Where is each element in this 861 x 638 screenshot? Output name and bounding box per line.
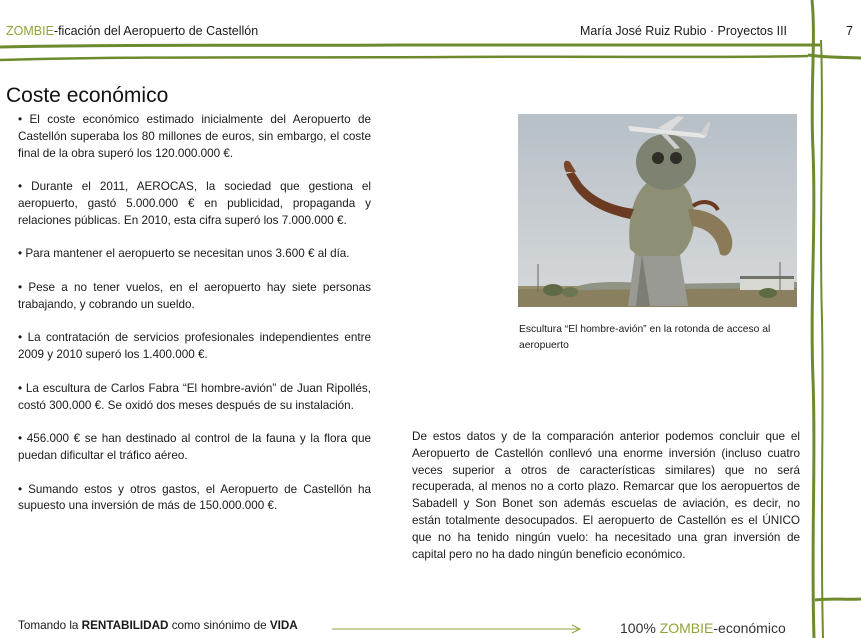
author-line: María José Ruiz Rubio · Proyectos III: [580, 24, 788, 38]
footer-zombie-label: [620, 620, 786, 636]
bullet-item: • Para mantener el aeropuerto se necesitan unos 3.600 € al día.: [18, 247, 350, 261]
bullet-item: • El coste económico estimado inicialmente del Aeropuerto de Castellón superaba los 80 millones de euros, sin embargo, el coste final de la obra superó los 120.000.000 €.: [18, 113, 371, 160]
bullet-item: • Pese a no tener vuelos, en el aeropuerto hay siete personas trabajando, y cobrando un sueldo.: [18, 280, 371, 311]
bullet-item: • La contratación de servicios profesionales independientes entre 2009 y 2010 superó los 1.400.000 €.: [18, 331, 371, 362]
arrow-right-icon: [332, 624, 584, 634]
title-accent: ZOMBIE: [6, 24, 54, 38]
section-title: Coste económico: [6, 84, 169, 107]
bullet-item: • Durante el 2011, AEROCAS, la sociedad que gestiona el aeropuerto, gastó 5.000.000 € en publicidad, propaganda y relaciones públicas. En 2010, esta cifra superó los 7.000.000 €.: [18, 180, 371, 227]
sculpture-photo: [518, 114, 797, 307]
page-number: 7: [846, 24, 853, 38]
footer-right-post: -económico: [713, 620, 786, 636]
footer-left-bold2: VIDA: [269, 619, 298, 632]
conclusion-paragraph: De estos datos y de la comparación anterior podemos concluir que el Aeropuerto de Castellón conllevó una enorme inversión (incluso cuatro veces superior a otros de características similares) que no será recuperada, al menos no a corto plazo. Remarcar que los aeropuertos de Sabadell y Son Bonet son además escuelas de aviación, es decir, no están totalmente desocupados. El aeropuerto de Castellón es el ÚNICO que no ha tenido ningún vuelo: ha necesitado una gran inversión de capital pero no ha dado ningún beneficio económico.: [412, 430, 800, 561]
footer-right-pre: 100%: [620, 620, 660, 636]
document-title: [6, 24, 258, 38]
footer-left-mid: como sinónimo de: [168, 619, 270, 632]
footer-left-pre: Tomando la: [18, 619, 82, 632]
photo-caption: Escultura “El hombre-avión” en la rotonda de acceso al aeropuerto: [519, 324, 771, 351]
footer-left-bold1: RENTABILIDAD: [81, 619, 169, 632]
bullet-item: • Sumando estos y otros gastos, el Aeropuerto de Castellón ha supuesto una inversión de más de 150.000.000 €.: [18, 482, 371, 513]
title-rest: -ficación del Aeropuerto de Castellón: [53, 24, 259, 38]
cost-bullet-list: [18, 112, 371, 532]
bullet-item: • 456.000 € se han destinado al control de la fauna y la flora que puedan dificultar el tráfico aéreo.: [18, 432, 371, 462]
bullet-item: • La escultura de Carlos Fabra “El hombre-avión” de Juan Ripollés, costó 300.000 €. Se oxidó dos meses después de su instalación.: [18, 381, 371, 412]
footer-right-accent: ZOMBIE: [659, 620, 714, 636]
footer-tagline: [18, 619, 298, 632]
